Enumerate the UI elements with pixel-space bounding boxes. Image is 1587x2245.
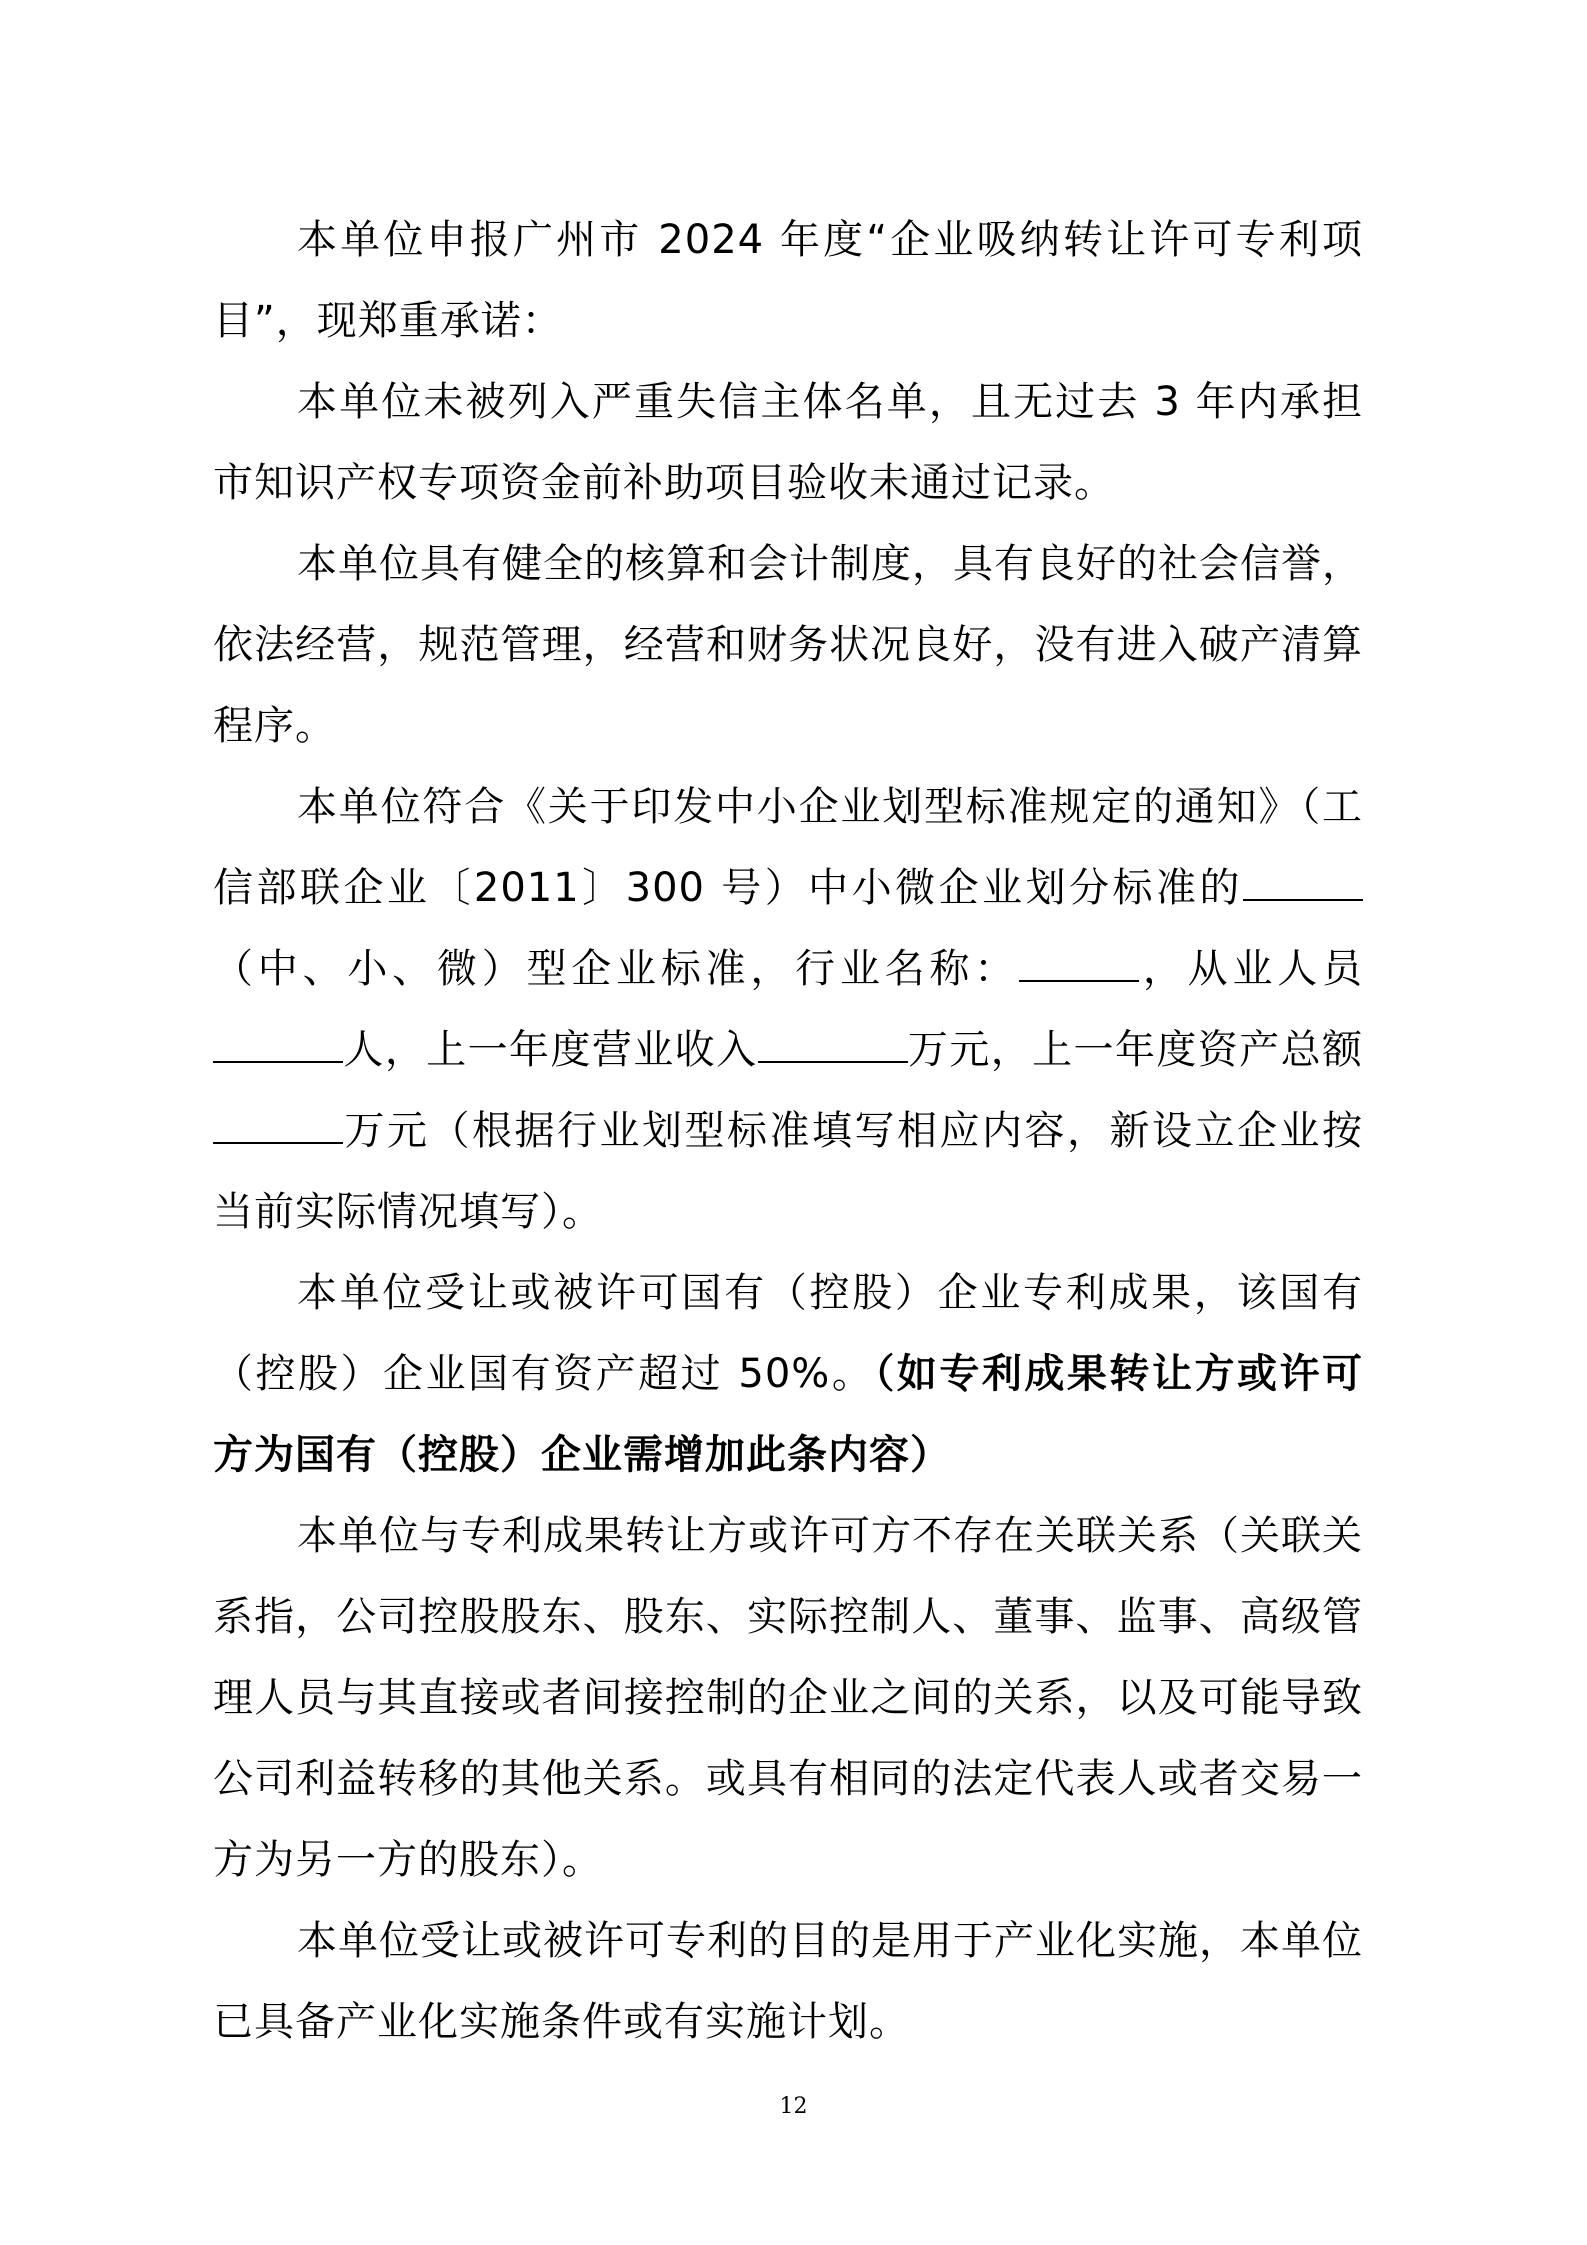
total-assets-blank[interactable] <box>213 1141 343 1144</box>
paragraph-application: 本单位申报广州市 2024 年度“企业吸纳转让许可专利项目”，现郑重承诺： <box>213 217 1363 344</box>
scale-text-4: 人，上一年度营业收入 <box>343 1027 758 1073</box>
page-number: 12 <box>779 2094 808 2119</box>
scale-text-2: （中、小、微）型企业标准，行业名称： <box>213 946 1020 992</box>
state-owned-text: 本单位受让或被许可国有（控股）企业专利成果，该国有（控股）企业国有资产超过 50%。 <box>213 1270 1363 1397</box>
scale-text-6: 万元（根据行业划型标准填写相应内容，新设立企业按当前实际情况填写）。 <box>213 1108 1363 1235</box>
paragraph-industrialization: 本单位受让或被许可专利的目的是用于产业化实施，本单位已具备产业化实施条件或有实施计划。 <box>213 1918 1363 2045</box>
state-owned-note: （如专利成果转让方或许可方为国有（控股）企业需增加此条内容） <box>213 1351 1364 1478</box>
paragraph-enterprise-scale <box>213 767 1363 1253</box>
staff-count-blank[interactable] <box>213 1060 343 1063</box>
paragraph-related-party: 本单位与专利成果转让方或许可方不存在关联关系（关联关系指，公司控股股东、股东、实际控制人、董事、监事、高级管理人员与其直接或者间接控制的企业之间的关系，以及可能导致公司利益转移的其他关系。或具有相同的法定代表人或者交易一方为另一方的股东）。 <box>213 1513 1363 1883</box>
scale-text-3: ，从业人员 <box>1139 946 1364 992</box>
revenue-blank[interactable] <box>758 1060 908 1063</box>
scale-text-5: 万元，上一年度资产总额 <box>907 1027 1363 1073</box>
enterprise-type-blank[interactable] <box>1243 898 1363 901</box>
paragraph-credit-record: 本单位未被列入严重失信主体名单，且无过去 3 年内承担市知识产权专项资金前补助项目验收未通过记录。 <box>213 379 1363 506</box>
commitment-body <box>213 200 1363 2063</box>
industry-name-blank[interactable] <box>1019 979 1139 982</box>
scale-text-1: 本单位符合《关于印发中小企业划型标准规定的通知》（工信部联企业〔2011〕300 号）中小微企业划分标准的 <box>213 784 1363 911</box>
paragraph-state-owned <box>213 1253 1363 1496</box>
paragraph-accounting: 本单位具有健全的核算和会计制度，具有良好的社会信誉，依法经营，规范管理，经营和财务状况良好，没有进入破产清算程序。 <box>213 541 1363 749</box>
